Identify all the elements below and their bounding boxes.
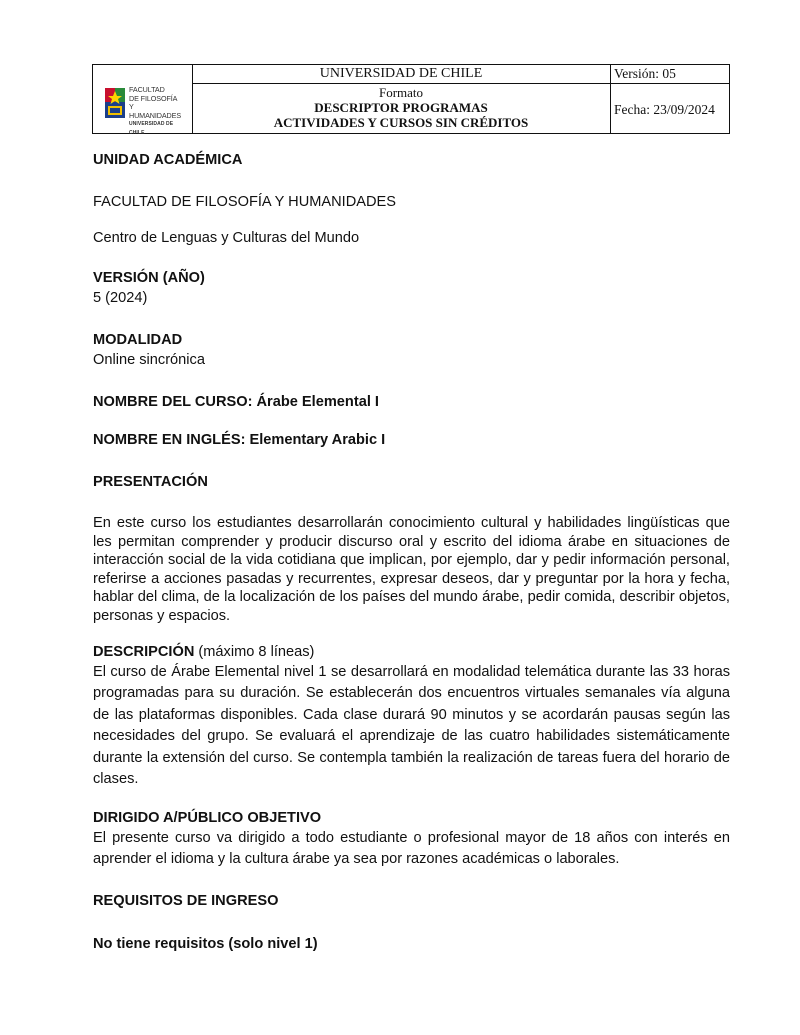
- format-block: [192, 85, 610, 130]
- logo-text: [129, 86, 185, 138]
- dirigido-heading: DIRIGIDO A/PÚBLICO OBJETIVO: [93, 810, 322, 826]
- course-name: NOMBRE DEL CURSO: Árabe Elemental I: [93, 394, 379, 410]
- version-heading: VERSIÓN (AÑO): [93, 270, 205, 286]
- faculty-logo: [105, 83, 185, 136]
- logo-line-2: DE FILOSOFÍA: [129, 93, 178, 103]
- descripcion-text: El curso de Árabe Elemental nivel 1 se desarrollará en modalidad telemática durante las 33 horas programadas para su duración. Se establecerán dos encuentros virtuales semanales vía alguna de las plataformas disponibles. Cada clase durará 90 minutos y se acordarán pausas según las necesidades del grupo. Se evaluará el aprendizaje de las cuatro habilidades sistemáticamente durante la extensión del curso. Se contempla también la realización de tareas fuera del horario de clases.: [93, 664, 730, 788]
- presentacion-heading: PRESENTACIÓN: [93, 474, 208, 490]
- descripcion-heading-line: [93, 644, 314, 660]
- unidad-heading: UNIDAD ACADÉMICA: [93, 152, 243, 168]
- header-logo-cell: [93, 65, 193, 136]
- header-table: [92, 64, 730, 134]
- requisitos-value: No tiene requisitos (solo nivel 1): [93, 936, 318, 952]
- header-meta-cell: [610, 65, 729, 133]
- university-name: UNIVERSIDAD DE CHILE: [319, 66, 483, 81]
- university-crest-icon: [105, 88, 125, 118]
- format-title-line-2: ACTIVIDADES Y CURSOS SIN CRÉDITOS: [273, 115, 529, 130]
- logo-university: UNIVERSIDAD DE CHILE: [129, 121, 174, 136]
- format-label: Formato: [378, 85, 424, 100]
- presentacion-text: En este curso los estudiantes desarrollarán conocimiento cultural y habilidades lingüísticas que les permitan comprender y producir discurso oral y escrito del idioma árabe en situaciones de interacción social de la vida cotidiana que implican, por ejemplo, dar y pedir información personal, referirse a acciones pasadas y recurrentes, expresar deseos, dar y preguntar por la hora y fecha, hablar del clima, de la localización de los países del mundo árabe, pedir comida, describir objetos, personas y espacios.: [93, 515, 730, 624]
- center-name: Centro de Lenguas y Culturas del Mundo: [93, 230, 360, 246]
- version-value: 5 (2024): [93, 290, 148, 306]
- requisitos-heading: REQUISITOS DE INGRESO: [93, 893, 279, 909]
- dirigido-text: El presente curso va dirigido a todo estudiante o profesional mayor de 18 años con interés en aprender el idioma y la cultura árabe ya sea por razones académicas o laborales.: [93, 830, 730, 868]
- logo-line-1: FACULTAD: [129, 85, 165, 94]
- logo-line-3: Y HUMANIDADES: [129, 102, 182, 120]
- version-label: Versión: 05: [614, 66, 676, 81]
- modalidad-value: Online sincrónica: [93, 352, 205, 368]
- course-name-english: NOMBRE EN INGLÉS: Elementary Arabic I: [93, 432, 386, 448]
- format-title-line-1: DESCRIPTOR PROGRAMAS: [314, 100, 488, 115]
- header-title-cell: [192, 65, 611, 133]
- date-label: Fecha: 23/09/2024: [614, 102, 715, 117]
- descripcion-note: (máximo 8 líneas): [194, 644, 315, 660]
- faculty-name: FACULTAD DE FILOSOFÍA Y HUMANIDADES: [93, 194, 397, 210]
- modalidad-heading: MODALIDAD: [93, 332, 183, 348]
- descripcion-heading: DESCRIPCIÓN: [93, 644, 195, 660]
